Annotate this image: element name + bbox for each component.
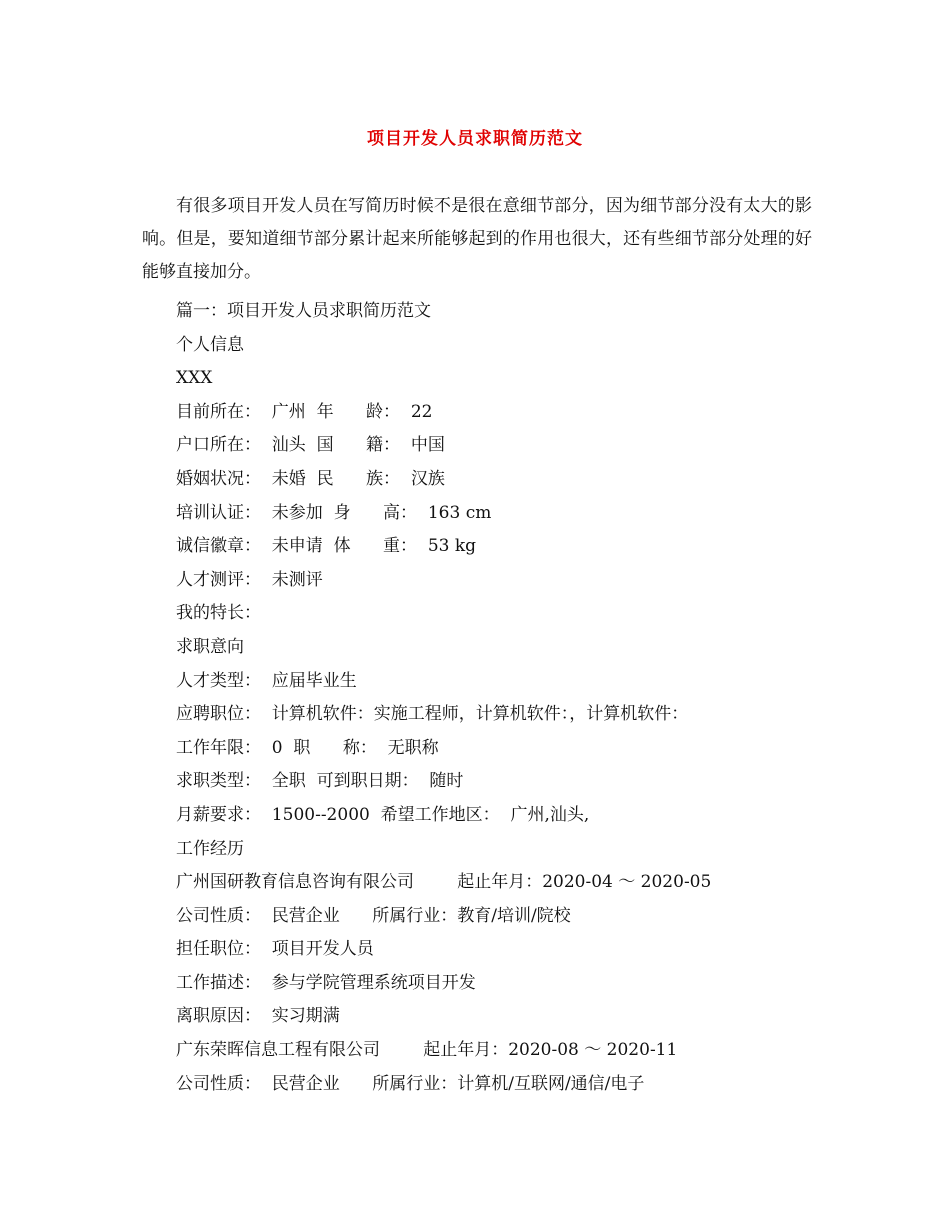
job-entry-description-1: 工作描述： 参与学院管理系统项目开发 [176,972,476,993]
section-heading-work-experience: 工作经历 [176,838,244,859]
job-entry-nature-industry-2: 公司性质： 民营企业 所属行业：计算机/互联网/通信/电子 [176,1073,645,1094]
info-row-talent-type: 人才类型： 应届毕业生 [176,670,357,691]
info-row-desired-position: 应聘职位： 计算机软件：实施工程师，计算机软件：，计算机软件： [176,704,689,725]
info-row-job-type-start: 求职类型： 全职 可到职日期： 随时 [176,771,464,792]
resume-name: XXX [176,368,213,389]
info-row-badge-weight: 诚信徽章： 未申请 体 重： 53 kg [176,536,477,557]
info-row-hukou-nationality: 户口所在： 汕头 国 籍： 中国 [176,435,445,456]
info-row-training-height: 培训认证： 未参加 身 高： 163 cm [176,502,492,523]
info-row-assessment: 人才测评： 未测评 [176,569,323,590]
info-row-marital-ethnicity: 婚姻状况： 未婚 民 族： 汉族 [176,468,445,489]
info-row-specialty: 我的特长： [176,603,261,624]
job-entry-nature-industry-1: 公司性质： 民营企业 所属行业：教育/培训/院校 [176,905,571,926]
section-heading-personal-info: 个人信息 [176,334,244,355]
intro-paragraph: 有很多项目开发人员在写简历时候不是很在意细节部分，因为细节部分没有太大的影响。但是，要知道细节部分累计起来所能够起到的作用也很大，还有些细节部分处理的好能够直接加分。 [142,196,812,282]
resume-lines [176,295,816,1101]
job-entry-company-2: 广东荣晖信息工程有限公司 起止年月：2020-08 ～ 2020-11 [176,1040,678,1061]
section-heading-job-intention: 求职意向 [176,636,244,657]
info-row-salary-region: 月薪要求： 1500--2000 希望工作地区： 广州,汕头, [176,804,590,825]
job-entry-position-1: 担任职位： 项目开发人员 [176,939,374,960]
job-entry-leave-reason-1: 离职原因： 实习期满 [176,1006,340,1027]
info-row-location-age: 目前所在： 广州 年 龄： 22 [176,401,433,422]
document-title: 项目开发人员求职简历范文 [367,129,583,149]
job-entry-company-1: 广州国研教育信息咨询有限公司 起止年月：2020-04 ～ 2020-05 [176,872,712,893]
info-row-years-title: 工作年限： 0 职 称： 无职称 [176,737,439,758]
section-heading-article: 篇一：项目开发人员求职简历范文 [176,301,431,321]
